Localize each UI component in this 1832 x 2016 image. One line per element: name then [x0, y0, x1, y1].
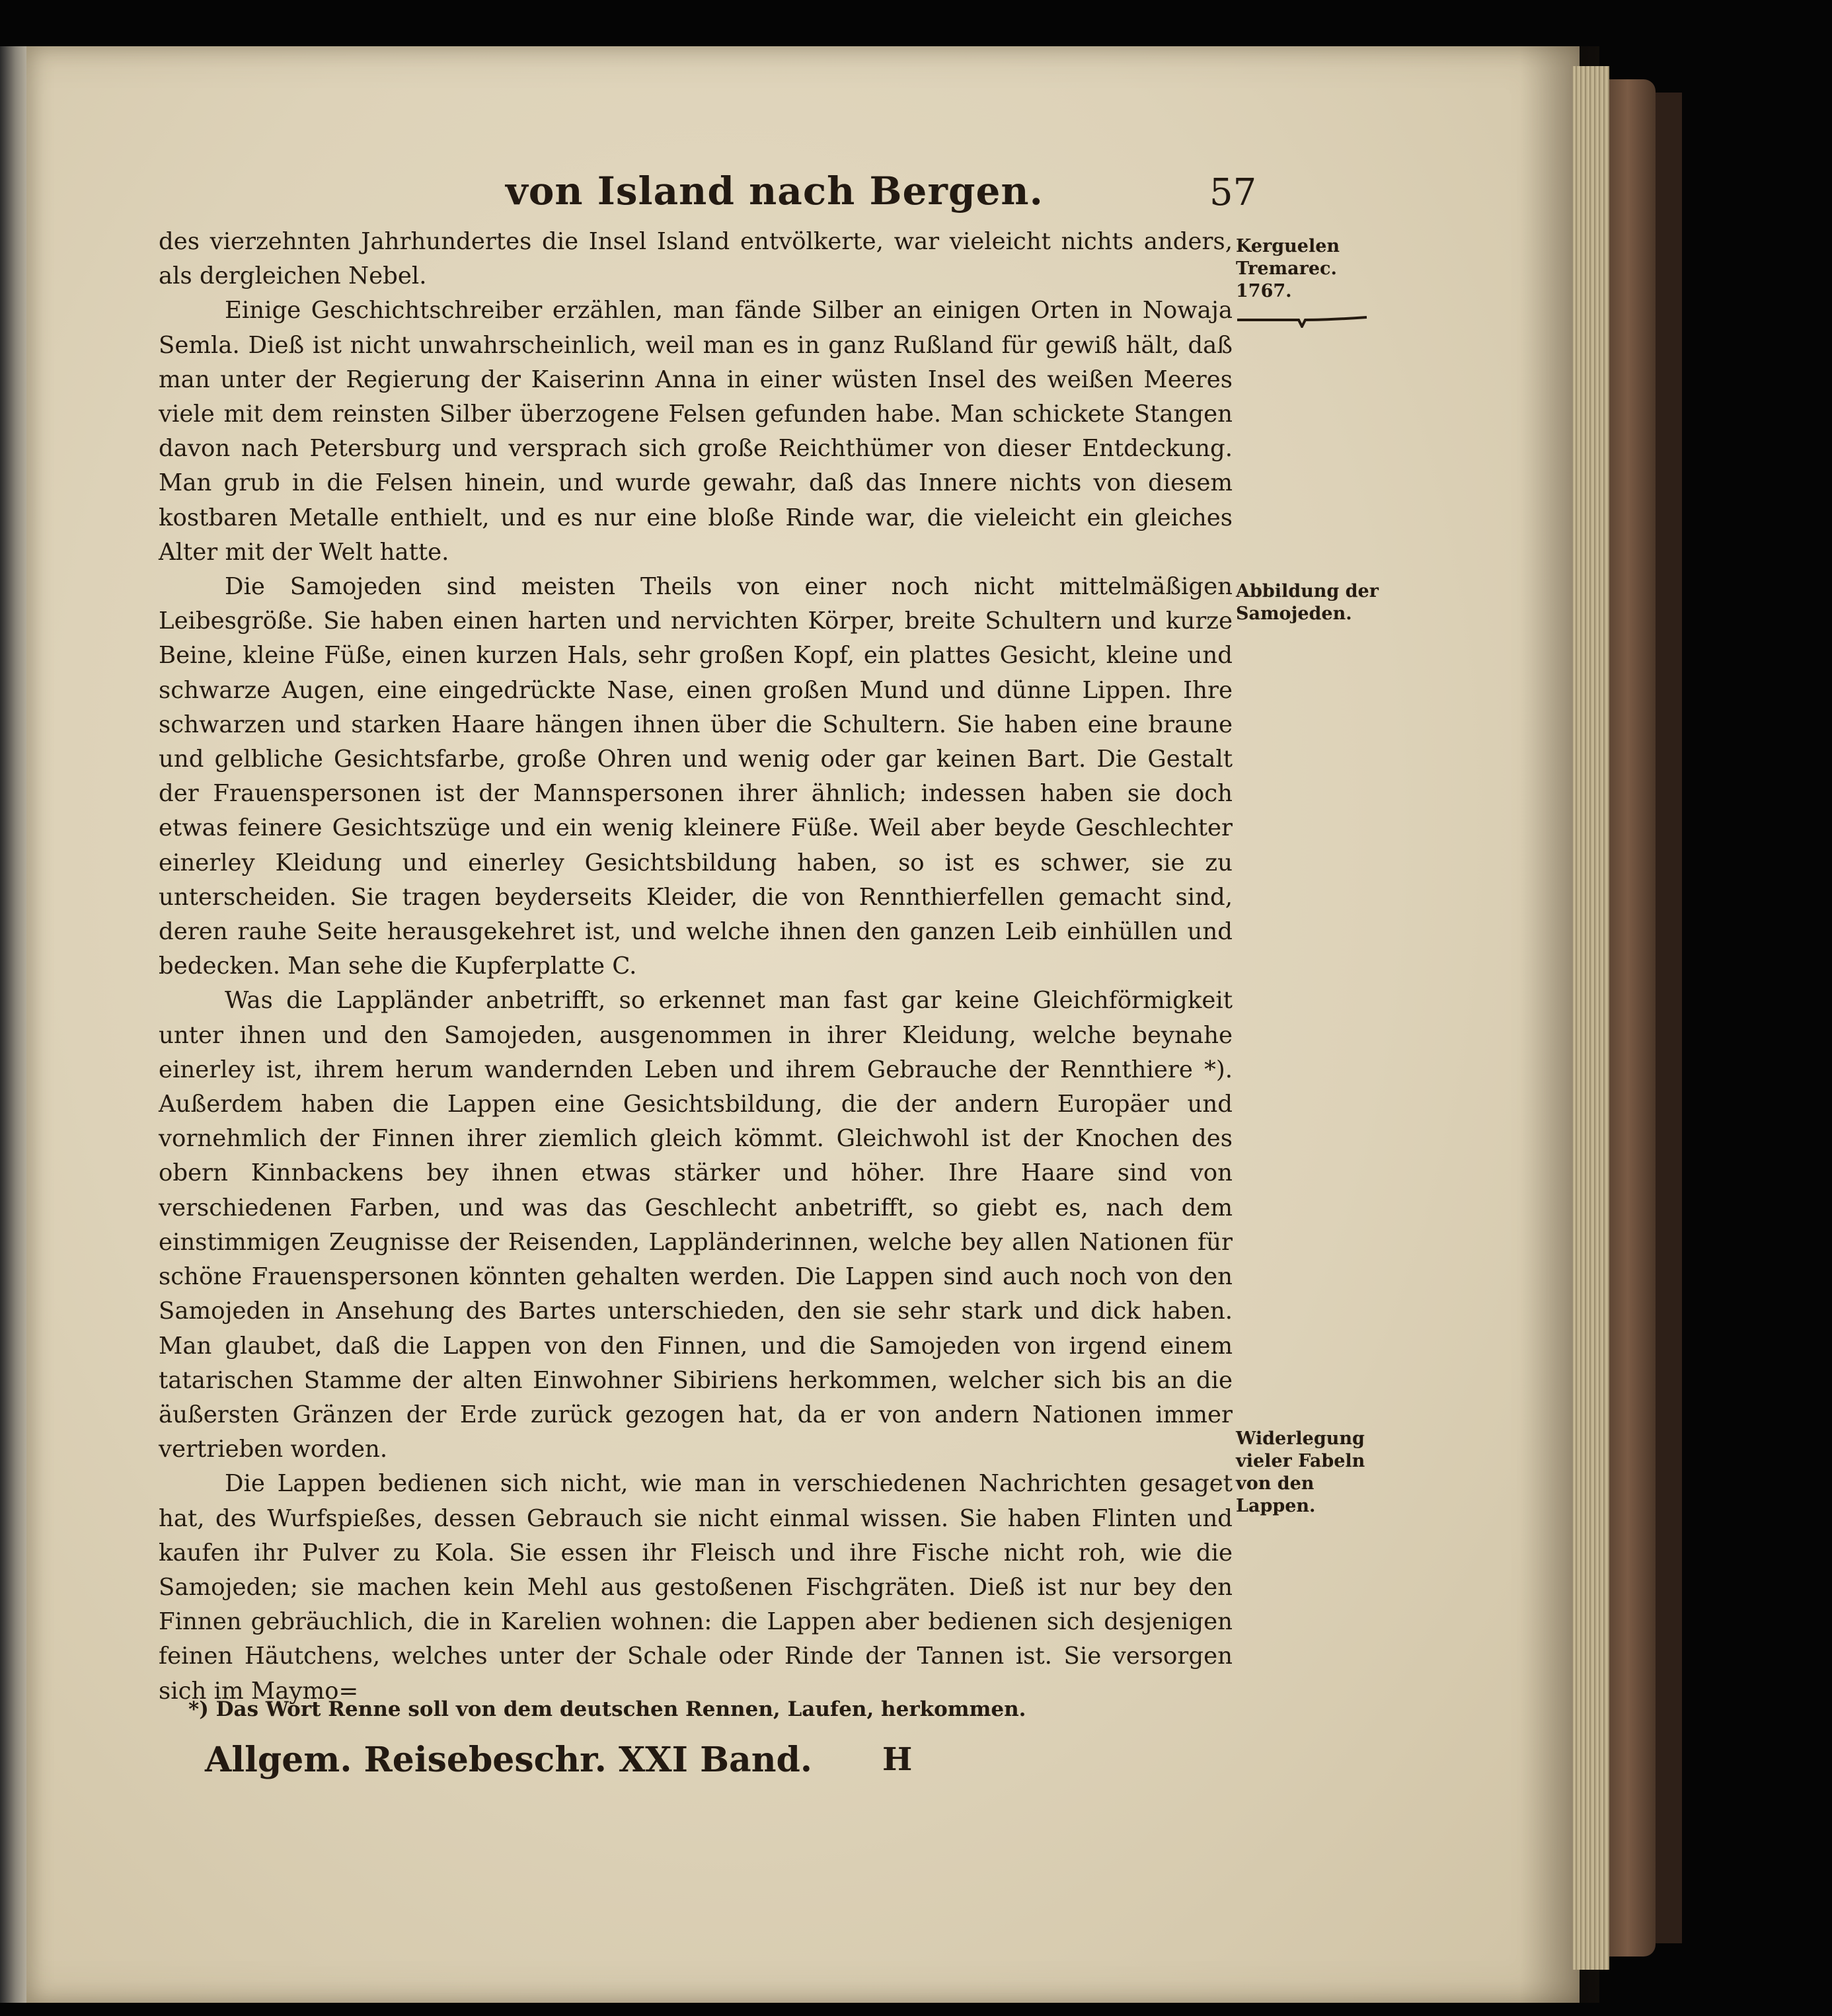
signature-text: Allgem. Reisebeschr. XXI Band.: [205, 1740, 812, 1780]
margin-note-kerguelen: Kerguelen Tremarec. 1767.: [1236, 236, 1340, 301]
margin-brace-ornament: [1236, 312, 1368, 328]
signature-line: [205, 1740, 1163, 1793]
page-header: [169, 169, 1257, 228]
footnote: *) Das Wort Renne soll von dem deutschen Rennen, Laufen, herkommen.: [188, 1697, 1026, 1721]
paragraph-continuation: des vierzehnten Jahrhundertes die Insel Island entvölkerte, war vieleicht nichts anders, als dergleichen Nebel.: [159, 228, 1233, 290]
paragraph-lappen-customs: Die Lappen bedienen sich nicht, wie man in verschiedenen Nachrichten gesaget hat, des Wurfspießes, dessen Gebrauch sie nicht einmal wissen. Sie haben Flinten und kaufen ihr Pulver zu Kola. Sie essen ihr Fleisch und ihre Fische nicht roh, wie die Samojeden; sie machen kein Mehl aus gestoßenen Fischgräten. Dieß ist nur bey den Finnen gebräuchlich, die in Karelien wohnen: die Lappen aber bedienen sich desjenigen feinen Häutchens, welches unter der Schale oder Rinde der Tannen ist. Sie versorgen sich im Maymo=: [159, 1470, 1233, 1705]
paragraph-silver: Einige Geschichtschreiber erzählen, man fände Silber an einigen Orten in Nowaja Semla. Dieß ist nicht unwahrscheinlich, weil man es in ganz Rußland für gewiß hält, daß man unter der Regierung der Kaiserinn Anna in einer wüsten Insel des weißen Meeres viele mit dem reinsten Silber überzogene Felsen gefunden habe. Man schickete Stangen davon nach Petersburg und versprach sich große Reichthümer von dieser Entdeckung. Man grub in die Felsen hinein, und wurde gewahr, daß das Innere nichts von diesem kostbaren Metalle enthielt, und es nur eine bloße Rinde war, die vieleicht ein gleiches Alter mit der Welt hatte.: [159, 297, 1233, 566]
main-text-block: [159, 225, 1233, 1709]
page-block-edges: [1573, 66, 1609, 1970]
signature-mark: H: [882, 1741, 913, 1778]
margin-note-widerlegung: Widerlegung vieler Fabeln von den Lappen.: [1236, 1428, 1365, 1516]
paragraph-lapplaender: Was die Lappländer anbetrifft, so erkennet man fast gar keine Gleichförmigkeit unter ihnen und den Samojeden, ausgenommen in ihrer Kleidung, welche beynahe einerley ist, ihrem herum wandernden Leben und ihrem Gebrauche der Rennthiere *). Außerdem haben die Lappen eine Gesichtsbildung, die der andern Europäer und vornehmlich der Finnen ihrer ziemlich gleich kömmt. Gleichwohl ist der Knochen des obern Kinnbackens bey ihnen etwas stärker und höher. Ihre Haare sind von verschiedenen Farben, und was das Geschlecht anbetrifft, so giebt es, nach dem einstimmigen Zeugnisse der Reisenden, Lappländerinnen, welche bey allen Nationen für schöne Frauenspersonen könnten gehalten werden. Die Lappen sind auch noch von den Samojeden in Ansehung des Bartes unterschieden, den sie sehr stark und dick haben. Man glaubet, daß die Lappen von den Finnen, und die Samojeden von irgend einem tatarischen Stamme der alten Einwohner Sibiriens herkommen, welcher sich bis an die äußersten Gränzen der Erde zurück gezogen hat, da er von andern Nationen immer vertrieben worden.: [159, 987, 1233, 1463]
running-head: von Island nach Bergen.: [506, 169, 1044, 213]
facing-page-edge: [0, 46, 26, 2003]
page-number: 57: [1209, 171, 1257, 214]
book-cover-back: [1656, 93, 1682, 1943]
margin-note-abbildung: Abbildung der Samojeden.: [1236, 581, 1379, 624]
paragraph-samojeden: Die Samojeden sind meisten Theils von einer noch nicht mittelmäßigen Leibesgröße. Sie haben einen harten und nervichten Körper, breite Schultern und kurze Beine, kleine Füße, einen kurzen Hals, sehr großen Kopf, ein plattes Gesicht, kleine und schwarze Augen, eine eingedrückte Nase, einen großen Mund und dünne Lippen. Ihre schwarzen und starken Haare hängen ihnen über die Schultern. Sie haben eine braune und gelbliche Gesichtsfarbe, große Ohren und wenig oder gar keinen Bart. Die Gestalt der Frauenspersonen ist der Mannspersonen ihrer ähnlich; indessen haben sie doch etwas feinere Gesichtszüge und ein wenig kleinere Füße. Weil aber beyde Geschlechter einerley Kleidung und einerley Gesichtsbildung haben, so ist es schwer, sie zu unterscheiden. Sie tragen beyderseits Kleider, die von Rennthierfellen gemacht sind, deren rauhe Seite herausgekehret ist, und welche ihnen den ganzen Leib einhüllen und bedecken. Man sehe die Kupferplatte C.: [159, 573, 1233, 980]
book-cover-edge: [1609, 79, 1656, 1957]
